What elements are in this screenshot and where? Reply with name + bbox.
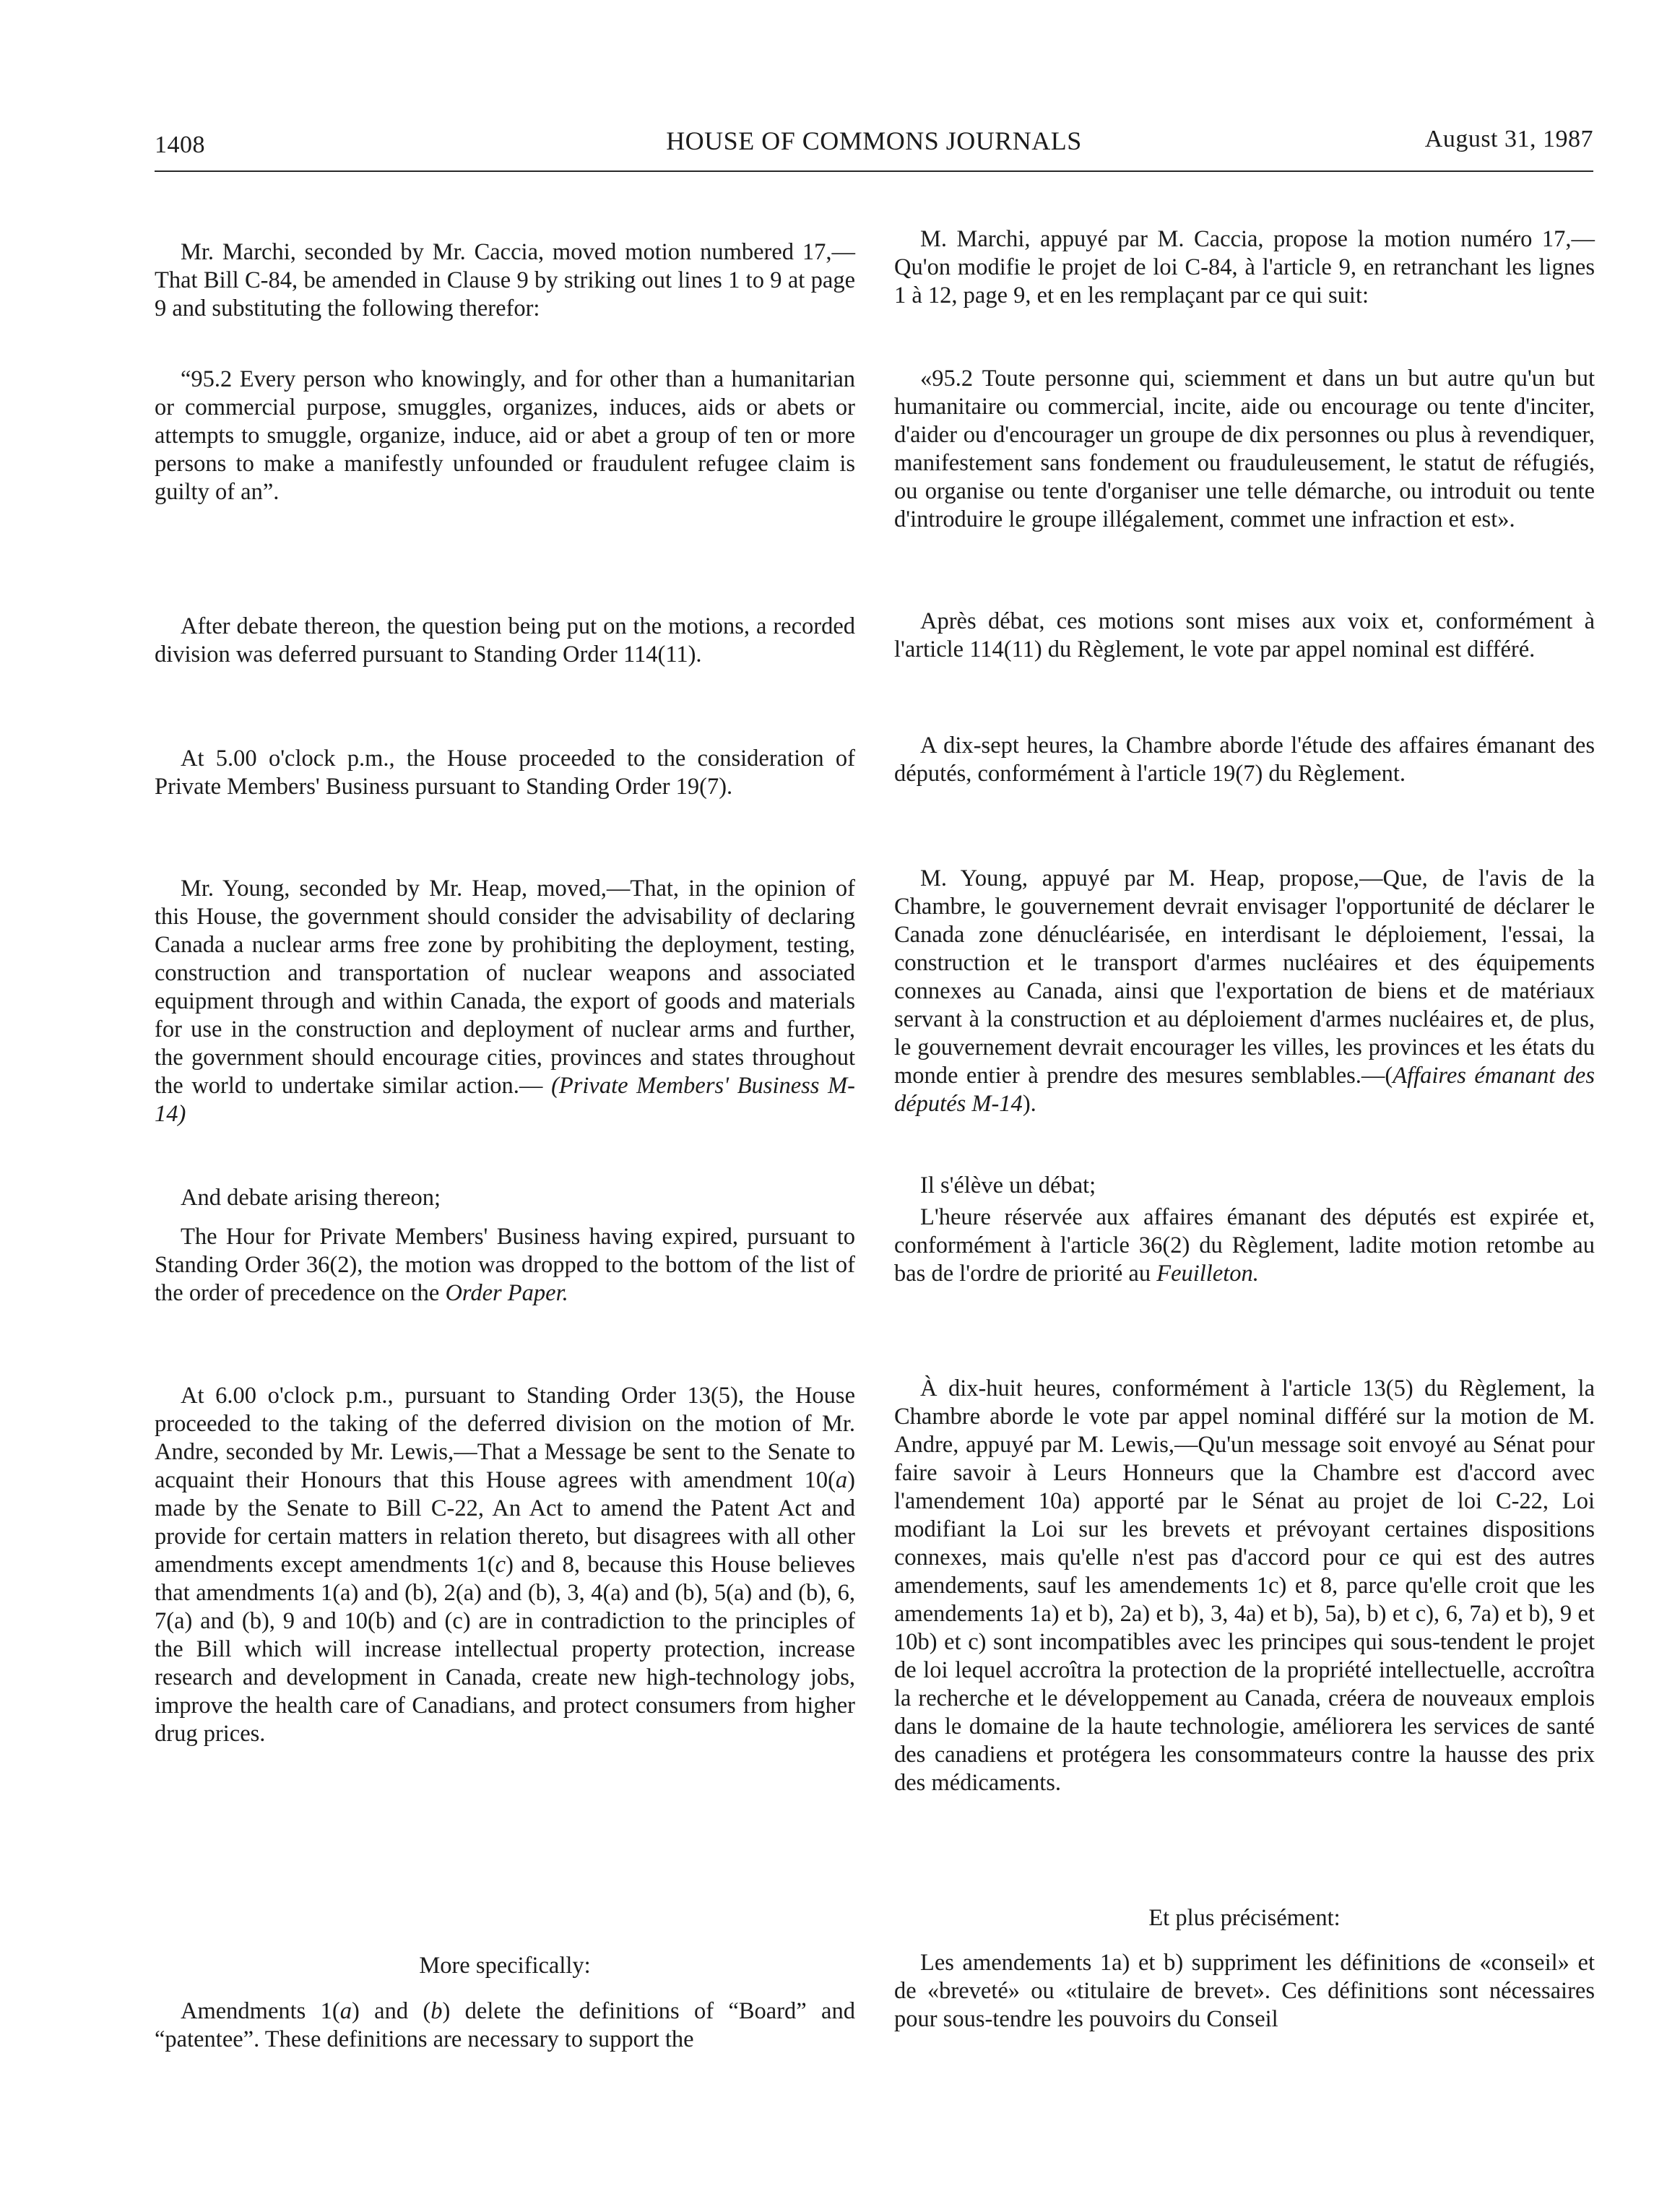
fr-marchi-motion: M. Marchi, appuyé par M. Caccia, propose la motion numéro 17,—Qu'on modifie le projet de loi C-84, à l'article 9, en retranchant les lignes 1 à 12, page 9, et en les remplaçant par ce qui suit:: [894, 226, 1595, 308]
page-number: 1408: [155, 131, 205, 158]
journal-title: HOUSE OF COMMONS JOURNALS: [666, 126, 1082, 155]
header-rule: [155, 170, 1593, 172]
en-amend-a: Amendments 1(: [181, 1998, 340, 2024]
fr-hour-expired: [894, 1204, 1595, 1288]
fr-deferred-division: À dix-huit heures, conformément à l'article 13(5) du Règlement, la Chambre aborde le vote par appel nominal différé sur la motion de M. Andre, appuyé par M. Lewis,—Qu'un message soit envoyé au Sénat pour faire savoir à Leurs Honneurs que la Chambre est d'accord avec l'amendement 10a) apporté par le Sénat au projet de loi C-22, Loi modifiant la Loi sur les brevets et prévoyant certaines dispositions connexes, mais qu'elle n'est pas d'accord pour ce qui est des autres amendements, sauf les amendements 1c) et 8, parce qu'elle croit que les amendements 1a) et b), 2a) et b), 3, 4a) et b), 5a), b) et c), 6, 7a) et b), 9 et 10b) et c) sont incompatibles avec les principes qui sous-tendent le projet de loi lequel accroîtra la protection de la propriété intellectuelle, accroîtra la recherche et le développement au Canada, créera de nouveaux emplois dans le domaine de la haute technologie, améliorera les services de santé des canadiens et protégera les consommateurs contre la hausse des prix des médicaments.: [894, 1375, 1595, 1796]
fr-amendments-definitions: Les amendements 1a) et b) suppriment les définitions de «conseil» et de «breveté» ou «titulaire de brevet». Ces définitions sont nécessaires pour sous-tendre les pouvoirs du Conseil: [894, 1950, 1595, 2032]
fr-feuilleton: Feuilleton.: [1156, 1261, 1259, 1287]
en-marchi-motion: Mr. Marchi, seconded by Mr. Caccia, moved motion numbered 17,—That Bill C-84, be amended in Clause 9 by striking out lines 1 to 9 at page 9 and substituting the following therefor:: [155, 239, 855, 321]
en-hour-expired: [155, 1223, 855, 1308]
fr-hour-expired-text: L'heure réservée aux affaires émanant des députés est expirée et, conformément à l'article 36(2) du Règlement, ladite motion retombe au bas de l'ordre de priorité au: [894, 1204, 1595, 1287]
fr-more-specifically: Et plus précisément:: [1148, 1905, 1341, 1931]
en-young-motion-ref: (Private Members' Business M-14): [155, 1073, 855, 1127]
en-amend-b-it: b: [430, 1998, 443, 2024]
fr-private-members-business: A dix-sept heures, la Chambre aborde l'étude des affaires émanant des députés, conformément à l'article 19(7) du Règlement.: [894, 733, 1595, 787]
fr-young-motion-end: ).: [1022, 1091, 1036, 1117]
en-deferred-division: [155, 1382, 855, 1748]
en-deferred-division-a-it: a: [835, 1467, 848, 1493]
fr-debate-deferred: Après débat, ces motions sont mises aux voix et, conformément à l'article 114(11) du Règlement, le vote par appel nominal est différé.: [894, 608, 1595, 662]
en-deferred-division-a: At 6.00 o'clock p.m., pursuant to Standing Order 13(5), the House proceeded to the taking of the deferred division on the motion of Mr. Andre, seconded by Mr. Lewis,—That a Message be sent to the Senate to acquaint their Honours that this House agrees with amendment 10(: [155, 1383, 855, 1493]
en-amend-c: ) delete the definitions of “Board” and “patentee”. These definitions are necessary to support the: [155, 1998, 855, 2052]
en-deferred-division-b: ) made by the Senate to Bill C-22, An Act to amend the Patent Act and provide for certain matters in relation thereto, but disagrees with all other amendments except amendments 1(: [155, 1467, 855, 1578]
en-amend-b: ) and (: [351, 1998, 431, 2024]
journal-date: August 31, 1987: [1424, 126, 1593, 152]
en-private-members-business: At 5.00 o'clock p.m., the House proceeded to the consideration of Private Members' Business pursuant to Standing Order 19(7).: [155, 746, 855, 800]
en-amendments-definitions: [155, 1997, 855, 2054]
fr-debate-arising: Il s'élève un débat;: [920, 1172, 1096, 1198]
fr-young-motion: [894, 865, 1595, 1118]
en-debate-arising: And debate arising thereon;: [181, 1185, 441, 1211]
fr-young-motion-ref: Affaires émanant des députés M-14: [894, 1063, 1595, 1117]
en-more-specifically: More specifically:: [419, 1953, 591, 1979]
running-header: [155, 126, 1593, 170]
en-deferred-division-c: ) and 8, because this House believes that amendments 1(a) and (b), 2(a) and (b), 3, 4(a) and (b), 5(a) and (b), 6, 7(a) and (b), 9 and 10(b) and (c) are in contradiction to the principles of the Bill which will increase intellectual property protection, increase research and development in Canada, create new high-technology jobs, improve the health care of Canadians, and protect consumers from higher drug prices.: [155, 1552, 855, 1747]
fr-young-motion-text: M. Young, appuyé par M. Heap, propose,—Que, de l'avis de la Chambre, le gouvernement devrait envisager l'opportunité de déclarer le Canada zone dénucléarisée, en interdisant le déploiement, l'essai, la construction et le transport d'armes nucléaires et des équipements connexes au Canada, ainsi que l'exportation de biens et de matériaux servant à la construction et au déploiement d'armes nucléaires et, de plus, le gouvernement devrait encourager les villes, les provinces et les états du monde entier à prendre des mesures semblables.—(: [894, 865, 1595, 1089]
en-order-paper: Order Paper.: [445, 1280, 568, 1306]
fr-quoted-amendment: «95.2 Toute personne qui, sciemment et dans un but autre qu'un but humanitaire ou commercial, incite, aide ou encourage ou tente d'inciter, d'aider ou d'encourager un groupe de dix personnes ou plus à revendiquer, manifestement sans fondement ou frauduleusement, le statut de réfugiés, ou organise ou tente d'organiser une telle démarche, ou introduit ou tente d'introduire le groupe illégalement, commet une infraction et est».: [894, 366, 1595, 532]
en-quoted-amendment: “95.2 Every person who knowingly, and for other than a humanitarian or commercial purpose, smuggles, organizes, induces, aids or abets or attempts to smuggle, organize, induce, aid or abet a group of ten or more persons to make a manifestly unfounded or fraudulent refugee claim is guilty of an”.: [155, 366, 855, 505]
en-young-motion-text: Mr. Young, seconded by Mr. Heap, moved,—That, in the opinion of this House, the government should consider the advisability of declaring Canada a nuclear arms free zone by prohibiting the deployment, testing, construction and transportation of nuclear weapons and associated equipment through and within Canada, the export of goods and materials for use in the construction and deployment of nuclear arms and further, the government should encourage cities, provinces and states throughout the world to undertake similar action.—: [155, 876, 855, 1099]
en-amend-a-it: a: [339, 1998, 352, 2024]
en-deferred-division-b-it: c: [495, 1552, 506, 1578]
en-debate-deferred: After debate thereon, the question being put on the motions, a recorded division was deferred pursuant to Standing Order 114(11).: [155, 613, 855, 668]
en-young-motion: [155, 875, 855, 1128]
en-hour-expired-text: The Hour for Private Members' Business having expired, pursuant to Standing Order 36(2), the motion was dropped to the bottom of the list of the order of precedence on the: [155, 1224, 855, 1306]
